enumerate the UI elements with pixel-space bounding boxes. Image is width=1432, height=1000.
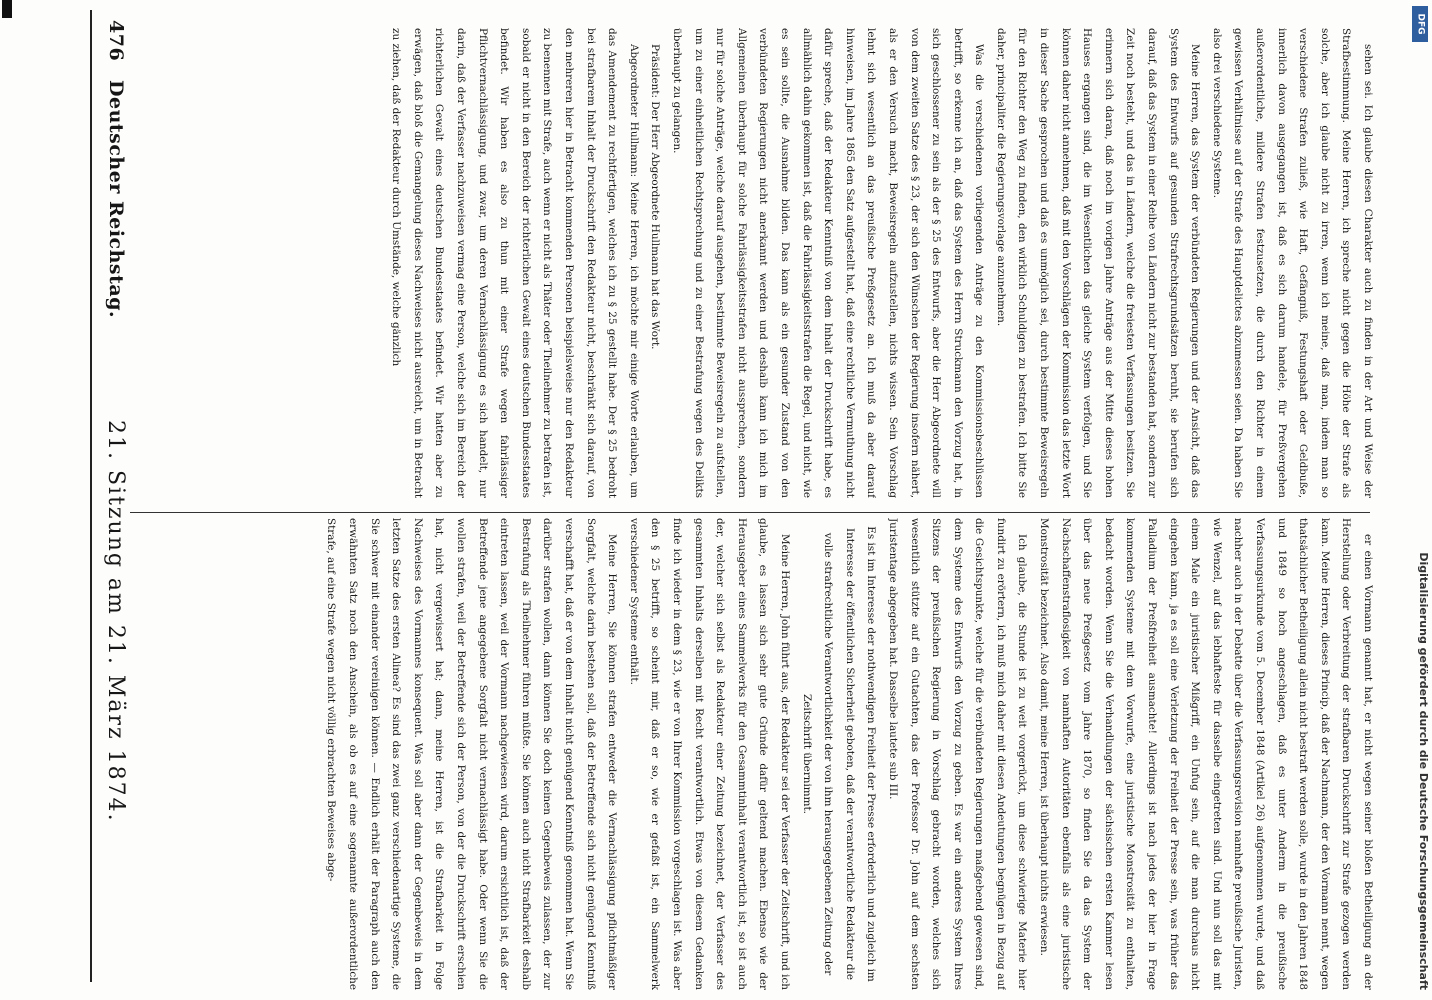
journal-title: Deutscher Reichstag. xyxy=(105,80,127,319)
column-right xyxy=(128,28,1378,498)
paragraph: Meine Herren, das System der verbündeten Regierungen und der Ansicht, daß das System des Entwurfs auf gesunden Strafrechtsgrundsätzen beruht, sie berufen sich darauf, daß das System in einer Reihe von Ländern nicht zur bestanden hat, sondern zur Zeit noch besteht, und das in Ländern, welche die freiesten Verfassungen besitzen. Sie erinnern sich daran, daß noch im vorigen Jahre Anträge aus der Mitte dieses hohen Hauses ergangen sind, die im Wesentlichen das gleiche System verfolgen, und Sie können daher nicht annehmen, daß mit den Vorschlägen der Kommission das letzte Wort in dieser Sache gesprochen und daß es unmöglich sei, durch bestimmte Beweisregeln für den Richter den Weg zu finden, den wirklich Schuldigen zu bestrafen. Ich bitte Sie daher, principaliter die Regierungsvorlage anzunehmen. xyxy=(994,28,1202,498)
page-number: 476 xyxy=(105,20,127,62)
paragraph: Meine Herren, Sie können strafen entweder die Vernachlässigung pflichtmäßiger Sorgfalt, welche darin bestehen soll, daß der Betreffende sich nicht genügend Kenntniß verschafft hat, daß er von dem Inhalt nicht genügend Kenntniß genommen hat. Wenn Sie darüber strafen wollen, dann können Sie doch keinen Gegenbeweis zulassen, der zur Bestrafung als Theilnehmer führen müßte. Sie können auch nicht Strafbarkeit deshalb eintreten lassen, weil der Vormann nachgewiesen wird, darum ersichtlich ist, daß der Betreffende jene angegebene Sorgfalt nicht vernachlässigt habe. Oder wenn Sie die wollen strafen, weil der Betreffende sich der Person, von der die Druckschrift erschien hat, nicht vergewissert hat; dann, meine Herren, ist die Strafbarkeit in Folge Nachweises des Vormannes konsequent. Was soll aber dann der Gegenbeweis in dem letzten Satze des ersten Alinea? Es sind das zwei ganz verschiedenartige Systeme, die Sie schwer mit einander vereinigen können. — Endlich erhält der Paragraph auch den erwähnten Satz noch den Anschein, als ob es auf eine sogenannte außerordentliche Strafe, auf eine Strafe wegen nicht völlig erbrachten Beweises abge- xyxy=(325,518,619,990)
paragraph: Ich glaube, die Stunde ist zu weit vorgerückt, um diese schwierige Materie hier fundirt zu erörtern, ich muß mich daher mit diesen Andeutungen begnügen in Bezug auf die Gesichtspunkte, welche für die verbündeten Regierungen maßgebend gewesen sind, dem Systeme des Entwurfs den Vorzug zu geben. Es war ein anderes System Ihres Sitzens der preußischen Regierung in Vorschlag gebracht worden, welches sich wesentlich stützte auf ein Gutachten, das der Professor Dr. John auf dem sechsten Juristentage abgegeben hat. Dasselbe lautete sub III. xyxy=(886,518,1029,990)
digitization-credit: Digitalisierung gefördert durch die Deutsche Forschungsgemeinschaft xyxy=(1417,552,1430,990)
paragraph: Meine Herren, John führt aus, der Redakteur sei der Verfasser der Zeitschrift, und ich glaube, es lassen sich sehr gute Gründe dafür geltend machen. Ebenso wie der Herausgeber eines Sammelwerks für den Gesammtinhalt verantwortlich ist, so ist auch der, welcher sich selbst als Redakteur einer Zeitung bezeichnet, der Verfasser des gesammten Inhalts derselben mit Recht verantwortlich. Etwas von diesem Gedanken finde ich wieder in dem § 23, wie er von Ihrer Kommission vorgeschlagen ist. Was aber den § 25 betrifft, so scheint mir, daß er so, wie er gefaßt ist, ein Sammelwerk verschiedener Systeme enthält. xyxy=(627,518,791,990)
quoted-thesis: Es ist im Interesse der nothwendigen Freiheit der Presse erforderlich und zugleich im Interesse der öffentlichen Sicherheit geboten, daß der verantwortliche Redakteur die volle strafrechtliche Verantwortlichkeit der von ihm herausgegebenen Zeitung oder Zeitschrift übernimmt. xyxy=(800,526,878,982)
dfg-logo-badge: DFG xyxy=(1412,6,1428,42)
paragraph: Was die verschiedenen vorliegenden Anträge zu den Kommissionsbeschlüssen betrifft, so erkenne ich an, daß das System des Herrn Struckmann den Vorzug hat, in sich geschlossener zu sein als der § 25 des Entwurfs, aber die Herr Abgeordnete will von dem zweiten Satze des § 23, der sich den Wünschen der Regierung insofern nähert, als er den Versuch macht, Beweisregeln aufzustellen, nichts wissen. Sein Vorschlag lehnt sich wesentlich an das preußische Preßgesetz an. Ich muß da aber darauf hinweisen, im Jahre 1865 den Satz aufgestellt hat, daß eine rechtliche Vermuthung nicht dafür spreche, daß der Redakteur Kenntniß von dem Inhalt der Druckschrift habe, es allmählich dahin gekommen ist, daß die Fahrlässigkeitsstrafen die Regel, und nicht, wie es sein sollte, die Ausnahme bilden. Das kann als ein gesunder Zustand von den verbündeten Regierungen nicht anerkannt werden und deshalb kann ich mich im Allgemeinen überhaupt für solche Fahrlässigkeitsstrafen nicht aussprechen, sondern nur für solche Anträge, welche darauf ausgehen, bestimmte Beweisregeln zu aufstellen, um zu einer einheitlichen Rechtsprechung und zu einer Bestrafung wegen des Delikts überhaupt zu gelangen. xyxy=(671,28,986,498)
paragraph: sehen sei. Ich glaube diesen Charakter auch zu finden in der Art und Weise der Strafbestimmung. Meine Herren, ich spreche nicht gegen die Höhe der Strafe als solche, aber ich glaube nicht zu irren, wenn ich meine, daß man, indem man so verschiedene Strafen zuließ, wie Haft, Gefängniß, Festungshaft oder Geldbuße, innerlich davon ausgegangen ist, daß es sich darum handele, für Preßvergehen außerordentliche, mildere Strafen festzusetzen, die durch den Richter in einem gewissen Verhältnisse auf der Strafe des Hauptdelictes abzumessen seien. Da haben Sie also drei verschiedene Systeme. xyxy=(1210,28,1374,498)
column-divider xyxy=(130,512,1370,513)
column-left xyxy=(128,518,1378,990)
header-rule xyxy=(90,10,92,982)
paragraph: Präsident: Der Herr Abgeordnete Hullmann hat das Wort. xyxy=(649,44,662,350)
paragraph: Abgeordneter Hullmann: Meine Herren, ich möchte mir einige Worte erlauben, um das Amendement zu rechtfertigen, welches ich zu § 25 gestellt habe. Der § 25 bedroht bei strafbarem Inhalt der Druckschrift den Redakteur nicht, beschränkt sich darauf, von den mehreren hier in Betracht kommenden Personen beispielsweise nur den Redakteur zu benennen mit Strafe, auch wenn er nicht als Thäter oder Theilnehmer zu betrafen ist, sobald er nicht in den Bereich der richterlichen Gewalt eines deutschen Bundesstaates befindet. Wir haben es also zu thun mit einer Strafe wegen fahrlässiger Pflichtvernachlässigung, und zwar, um deren Vernachlässigung es sich handelt, nur darin, daß der Verfasser nachzuweisen vermag eine Person, welche sich im Bereich der richterlichen Gewalt eines deutschen Bundesstaates befindet. Wir hatten aber zu erwägen, daß bloß die Gemangelung dieses Nachweises nicht ausreicht, um in Betracht zu ziehen, daß der Redakteur durch Umstände, welche gänzlich xyxy=(390,28,640,498)
paragraph: er einen Vormann genannt hat, er nicht wegen seiner bloßen Betheiligung an der Herstellung oder Verbreitung der strafbaren Druckschrift zur Strafe gezogen werden kann. Meine Herren, dieses Princip, daß der Nachmann, der den Vormann nennt, wegen thatsächlicher Betheiligung allein nicht bestraft werden solle, wurde in den Jahren 1848 und 1849 so hoch angeschlagen, daß es unter Anderm in die preußische Verfassungsurkunde vom 5. December 1848 (Artikel 26) aufgenommen wurde, und daß nachher auch in der Debatte über die Verfassungsrevision namhafte preußische Juristen, wie Wenzel, auf das lebhafteste für dasselbe eingetreten sind. Und nun soll das mit einem Male ein juristischer Mißgriff, ein Unfug sein, auf die man durchaus nicht eingehen kann, ja es soll eine Verletzung der Freiheit der Presse sein, was früher das Palladium der Preßfreiheit ausmachte! Allerdings ist nach jedes der hier in Frage kommenden Systeme mit dem Vorwurfe, eine juristische Monstrosität zu enthalten, bedacht worden. Wenn Sie die Verhandlungen der sächsischen ersten Kammer lesen über das neue Preßgesetz vom Jahre 1870, so finden Sie da das System der Nachschaffenstraflosigkeit von namhaften Autoritäten ebenfalls als eine juristische Monstrosität bezeichnet. Also damit, meine Herren, ist überhaupt nichts erwiesen. xyxy=(1038,518,1374,990)
credit-line xyxy=(1408,10,1430,990)
session-title: 21. Sitzung am 21. März 1874. xyxy=(103,420,129,823)
